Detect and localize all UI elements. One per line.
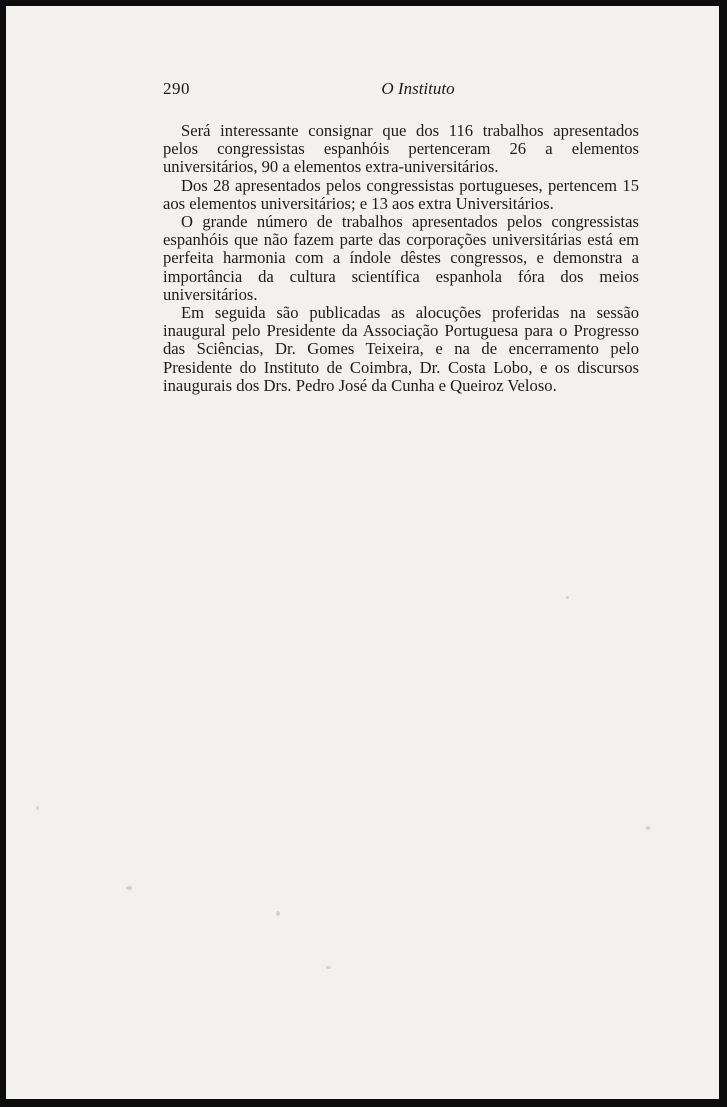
- paragraph-2: Dos 28 apresentados pelos congressistas portugueses, pertencem 15 aos elementos universitários; e 13 aos extra Universitários.: [163, 175, 639, 213]
- page-number: 290: [163, 79, 190, 98]
- scan-speck: [276, 911, 280, 916]
- paragraph-3: O grande número de trabalhos apresentados pelos congressistas espanhóis que não fazem parte das corporações universitárias está em perfeita harmonia com a índole dêstes congressos, e demonstra a importância da cultura scientífica espanhola fóra dos meios universitários.: [163, 212, 639, 304]
- running-title: O Instituto: [381, 79, 455, 98]
- scan-speck: [566, 596, 569, 599]
- paragraph-4: Em seguida são publicadas as alocuções proferidas na sessão inaugural pelo Presidente da Associação Portuguesa para o Progresso das Sciências, Dr. Gomes Teixeira, e na de encerramento pelo Presidente do Instituto de Coimbra, Dr. Costa Lobo, e os discursos inaugurais dos Drs. Pedro José da Cunha e Queiroz Veloso.: [163, 303, 639, 395]
- scan-speck: [126, 886, 132, 890]
- scan-speck: [36, 806, 39, 810]
- body-text: [163, 122, 639, 395]
- page-header: [163, 79, 639, 103]
- scan-speck: [646, 826, 650, 830]
- paragraph-1: Será interessante consignar que dos 116 trabalhos apresentados pelos congressistas espanhóis pertenceram 26 a elementos universitários, 90 a elementos extra-universitários.: [163, 121, 639, 177]
- scan-speck: [326, 966, 331, 969]
- scanned-page: [6, 6, 719, 1099]
